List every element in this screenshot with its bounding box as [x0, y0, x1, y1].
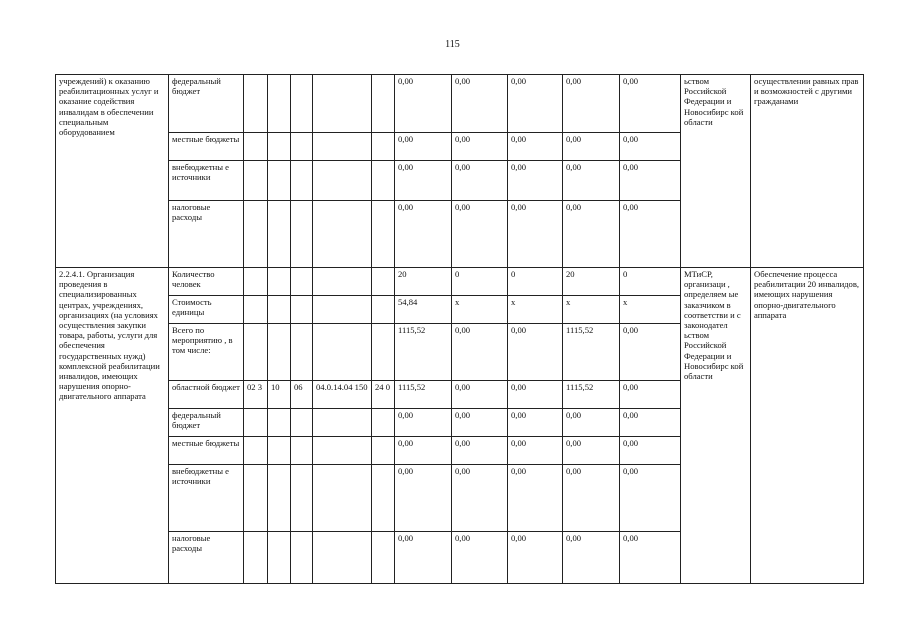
value-cell: 0,00 — [508, 75, 563, 133]
value-cell: 0,00 — [452, 133, 508, 161]
code-cell: 10 — [268, 381, 291, 409]
value-cell: 1115,52 — [563, 324, 620, 381]
value-cell: 0,00 — [620, 324, 681, 381]
value-cell: 0,00 — [395, 133, 452, 161]
code-cell — [372, 75, 395, 133]
code-cell — [244, 324, 268, 381]
code-cell — [268, 465, 291, 532]
code-cell — [268, 532, 291, 584]
value-cell: 0,00 — [620, 201, 681, 268]
code-cell — [313, 201, 372, 268]
code-cell — [313, 324, 372, 381]
code-cell — [244, 161, 268, 201]
code-cell — [268, 409, 291, 437]
funding-source-label: Стоимость единицы — [169, 296, 244, 324]
value-cell: 20 — [395, 268, 452, 296]
code-cell — [244, 133, 268, 161]
value-cell: 0 — [508, 268, 563, 296]
value-cell: 0,00 — [452, 465, 508, 532]
value-cell: 0,00 — [452, 381, 508, 409]
funding-source-label: Количество человек — [169, 268, 244, 296]
value-cell: 0,00 — [508, 465, 563, 532]
code-cell — [372, 133, 395, 161]
code-cell — [313, 161, 372, 201]
code-cell — [244, 409, 268, 437]
funding-source-label: внебюджетны е источники — [169, 161, 244, 201]
code-cell — [244, 437, 268, 465]
value-cell: 0,00 — [563, 465, 620, 532]
program-table — [55, 74, 864, 584]
table-row — [56, 75, 864, 133]
value-cell: 0,00 — [452, 75, 508, 133]
funding-source-label: местные бюджеты — [169, 133, 244, 161]
funding-source-label: федеральный бюджет — [169, 409, 244, 437]
value-cell: 0,00 — [508, 161, 563, 201]
code-cell — [372, 532, 395, 584]
value-cell: 0,00 — [620, 465, 681, 532]
value-cell: 0,00 — [452, 532, 508, 584]
code-cell — [372, 268, 395, 296]
code-cell — [268, 75, 291, 133]
value-cell: 0,00 — [620, 161, 681, 201]
code-cell — [313, 465, 372, 532]
value-cell: 0,00 — [563, 133, 620, 161]
measure-description: учреждений) к оказанию реабилитационных услуг и оказание содействия инвалидам в обеспечении специальным оборудованием — [56, 75, 169, 268]
funding-source-label: федеральный бюджет — [169, 75, 244, 133]
funding-source-label: областной бюджет — [169, 381, 244, 409]
code-cell — [291, 324, 313, 381]
code-cell — [313, 437, 372, 465]
code-cell — [313, 75, 372, 133]
code-cell — [313, 133, 372, 161]
value-cell: 0,00 — [508, 409, 563, 437]
code-cell — [268, 133, 291, 161]
code-cell — [291, 465, 313, 532]
value-cell: 1115,52 — [395, 381, 452, 409]
code-cell — [244, 75, 268, 133]
value-cell: 0,00 — [508, 201, 563, 268]
value-cell: 0,00 — [508, 133, 563, 161]
value-cell: 0,00 — [452, 201, 508, 268]
value-cell: 0,00 — [395, 437, 452, 465]
code-cell — [372, 437, 395, 465]
value-cell: 0,00 — [620, 381, 681, 409]
value-cell: 0,00 — [620, 409, 681, 437]
value-cell: 0,00 — [563, 532, 620, 584]
value-cell: 0,00 — [620, 133, 681, 161]
code-cell — [291, 268, 313, 296]
code-cell — [268, 201, 291, 268]
code-cell — [372, 324, 395, 381]
funding-source-label: Всего по мероприятию , в том числе: — [169, 324, 244, 381]
funding-source-label: внебюджетны е источники — [169, 465, 244, 532]
code-cell: 06 — [291, 381, 313, 409]
funding-source-label: налоговые расходы — [169, 201, 244, 268]
value-cell: 0,00 — [395, 409, 452, 437]
expected-result-cell: осуществлении равных прав и возможностей с другими гражданами — [751, 75, 864, 268]
value-cell: 0,00 — [508, 324, 563, 381]
value-cell: 0,00 — [452, 161, 508, 201]
value-cell: 0,00 — [452, 437, 508, 465]
value-cell: 0,00 — [563, 161, 620, 201]
value-cell: 1115,52 — [563, 381, 620, 409]
value-cell: 0,00 — [563, 75, 620, 133]
code-cell — [244, 532, 268, 584]
value-cell: 0,00 — [452, 409, 508, 437]
executor-cell: ьством Российской Федерации и Новосибирс кой области — [681, 75, 751, 268]
code-cell — [291, 161, 313, 201]
value-cell: 54,84 — [395, 296, 452, 324]
code-cell — [291, 409, 313, 437]
measure-description: 2.2.4.1. Организация проведения в специализированных центрах, учреждениях, организациях (на условиях осуществления закупки товара, работы, услуги для обеспечения государственных нужд) комплексной реабилитации инвалидов, имеющих нарушения опорно-двигательного аппарата — [56, 268, 169, 584]
code-cell — [244, 201, 268, 268]
value-cell: 0,00 — [508, 437, 563, 465]
value-cell: 0,00 — [395, 201, 452, 268]
code-cell: 24 0 — [372, 381, 395, 409]
code-cell — [372, 201, 395, 268]
value-cell: 0,00 — [620, 437, 681, 465]
value-cell: 0,00 — [395, 161, 452, 201]
value-cell: 0,00 — [563, 201, 620, 268]
code-cell: 02 3 — [244, 381, 268, 409]
page-number: 115 — [445, 39, 460, 50]
value-cell: 0,00 — [508, 532, 563, 584]
code-cell — [244, 465, 268, 532]
code-cell — [291, 437, 313, 465]
value-cell: 0,00 — [395, 75, 452, 133]
value-cell: 1115,52 — [395, 324, 452, 381]
value-cell: 0,00 — [620, 75, 681, 133]
code-cell — [313, 296, 372, 324]
code-cell — [244, 296, 268, 324]
code-cell — [268, 296, 291, 324]
code-cell — [313, 409, 372, 437]
code-cell — [291, 296, 313, 324]
executor-cell: МТиСР, организаци , определяем ые заказчиком в соответстви и с законодател ьством Российской Федерации и Новосибирс кой области — [681, 268, 751, 584]
value-cell: 0,00 — [563, 409, 620, 437]
value-cell: 0,00 — [620, 532, 681, 584]
code-cell: 04.0.14.04 150 — [313, 381, 372, 409]
code-cell — [268, 437, 291, 465]
code-cell — [372, 409, 395, 437]
funding-source-label: местные бюджеты — [169, 437, 244, 465]
value-cell: 0,00 — [395, 532, 452, 584]
code-cell — [268, 161, 291, 201]
code-cell — [268, 268, 291, 296]
value-cell: x — [508, 296, 563, 324]
value-cell: 0 — [452, 268, 508, 296]
code-cell — [372, 161, 395, 201]
code-cell — [244, 268, 268, 296]
table-body — [56, 75, 864, 584]
value-cell: x — [452, 296, 508, 324]
code-cell — [372, 296, 395, 324]
funding-source-label: налоговые расходы — [169, 532, 244, 584]
code-cell — [313, 532, 372, 584]
value-cell: 0,00 — [452, 324, 508, 381]
code-cell — [291, 532, 313, 584]
code-cell — [372, 465, 395, 532]
value-cell: 0 — [620, 268, 681, 296]
expected-result-cell: Обеспечение процесса реабилитации 20 инвалидов, имеющих нарушения опорно-двигательного аппарата — [751, 268, 864, 584]
code-cell — [291, 201, 313, 268]
value-cell: 0,00 — [563, 437, 620, 465]
value-cell: x — [563, 296, 620, 324]
value-cell: 0,00 — [508, 381, 563, 409]
table-row — [56, 268, 864, 296]
value-cell: 0,00 — [395, 465, 452, 532]
code-cell — [268, 324, 291, 381]
code-cell — [291, 133, 313, 161]
value-cell: 20 — [563, 268, 620, 296]
code-cell — [291, 75, 313, 133]
value-cell: x — [620, 296, 681, 324]
code-cell — [313, 268, 372, 296]
